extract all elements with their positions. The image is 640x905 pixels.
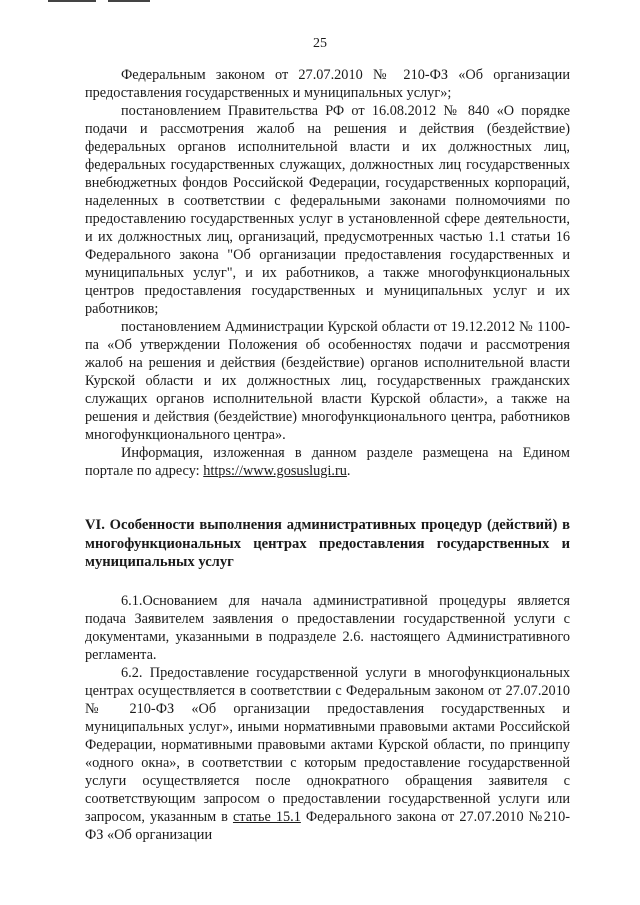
paragraph-info-portal: [85, 444, 570, 480]
scan-artifact-line: [48, 0, 96, 2]
paragraph-government-decree: постановлением Правительства РФ от 16.08.2012 № 840 «О порядке подачи и рассмотрения жалоб на решения и действия (бездействие) федеральных органов исполнительной власти и их должностных лиц, федеральных государственных служащих, должностных лиц государственных внебюджетных фондов Российской Федерации, государственных корпораций, наделенных в соответствии с федеральными законами полномочиями по предоставлению государственных услуг в установленной сфере деятельности, и их должностных лиц, организаций, предусмотренных частью 1.1 статьи 16 Федерального закона "Об организации предоставления государственных и муниципальных услуг", и их работников, а также многофункциональных центров предоставления государственных и муниципальных услуг и их работников;: [85, 103, 570, 317]
paragraph-federal-law: Федеральным законом от 27.07.2010 № 210-ФЗ «Об организации предоставления государственных и муниципальных услуг»;: [85, 67, 570, 101]
paragraph-6-2: [85, 664, 570, 844]
gosuslugi-link[interactable]: https://www.gosuslugi.ru: [203, 463, 347, 479]
scan-artifact-line: [108, 0, 150, 2]
paragraph-administration-decree: постановлением Администрации Курской области от 19.12.2012 № 1100-па «Об утверждении Положения об особенностях подачи и рассмотрения жалоб на решения и действия (бездействие) органов исполнительной власти Курской области и их должностных лиц, государственных гражданских служащих органов исполнительной власти Курской области», а также на решения и действия (бездействие) многофункционального центра, работников многофункционального центра».: [85, 319, 570, 443]
article-15-1-link[interactable]: статье 15.1: [232, 808, 301, 825]
info-text: Информация, изложенная в данном разделе размещена на Едином портале по адресу:: [85, 445, 570, 479]
section-title: VI. Особенности выполнения административных процедур (действий) в многофункциональных центрах предоставления государственных и муниципальных услуг: [85, 517, 570, 570]
info-after: .: [346, 463, 351, 479]
document-body: [85, 66, 570, 844]
para-6-2-text: 6.2. Предоставление государственной услуги в многофункциональных центрах осуществляется в соответствии с Федеральным законом от 27.07.2010 № 210-ФЗ «Об организации предоставления государственных и муниципальных услуг», иными нормативными правовыми актами Российской Федерации, нормативными правовыми актами Курской области, по принципу «одного окна», в соответствии с которым предоставление государственной услуги осуществляется после однократного обращения заявителя с соответствующим запросом о предоставлении государственной услуги или запросом, указанным в: [85, 664, 570, 825]
paragraph-6-1: 6.1.Основанием для начала административной процедуры является подача Заявителем заявления о предоставлении государственной услуги с документами, указанными в подразделе 2.6. настоящего Административного регламента.: [85, 592, 570, 663]
para-6-2-after: Федерального закона от 27.07.2010 №210-ФЗ «Об организации: [85, 808, 570, 843]
page-number: 25: [313, 36, 327, 51]
